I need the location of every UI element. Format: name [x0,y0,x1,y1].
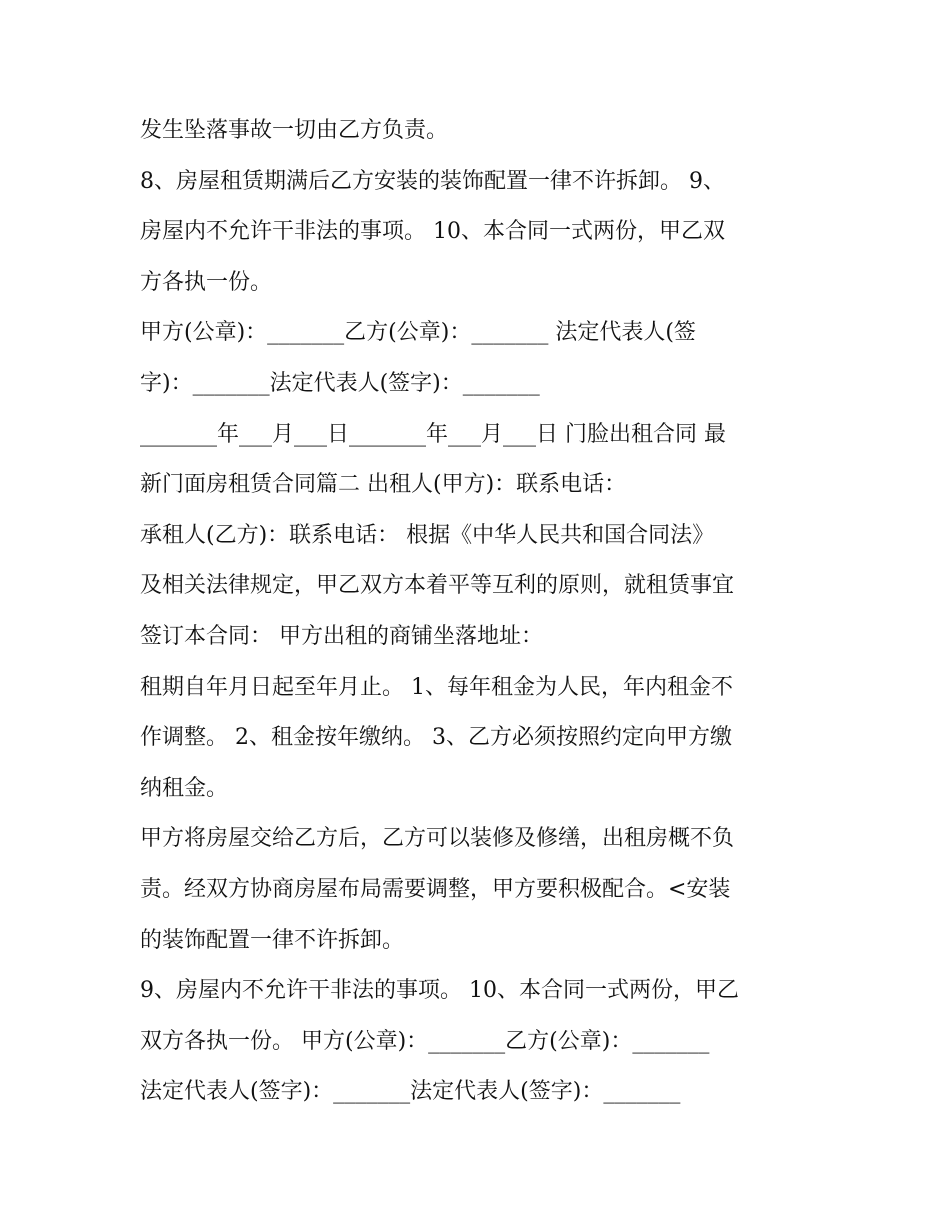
text-line: 方各执一份。 [140,269,273,295]
text-line: 甲方(公章)：_______乙方(公章)：_______ 法定代表人(签 [140,320,696,346]
text-line: 新门面房租赁合同篇二 出租人(甲方)：联系电话： [140,472,627,498]
text-line: 签订本合同： 甲方出租的商铺坐落地址： [140,623,543,649]
text-line: 的装饰配置一律不许拆卸。 [140,927,405,953]
text-line: 作调整。 2、租金按年缴纳。 3、乙方必须按照约定向甲方缴 [140,725,732,751]
text-line: 承租人(乙方)：联系电话： 根据《中华人民共和国合同法》 [140,522,715,548]
text-line: 甲方将房屋交给乙方后，乙方可以装修及修缮，出租房概不负 [140,826,735,852]
text-line: 发生坠落事故一切由乙方负责。 [140,118,449,143]
text-line: 纳租金。 [140,775,229,801]
document-body [140,106,830,1118]
text-line: 法定代表人(签字)：_______法定代表人(签字)：_______ [140,1079,681,1105]
text-line: _______年___月___日_______年___月___日 门脸出租合同 最 [140,421,726,447]
text-line: 8、房屋租赁期满后乙方安装的装饰配置一律不许拆卸。 9、 [140,168,725,194]
text-line: 房屋内不允许干非法的事项。 10、本合同一式两份，甲乙双 [140,219,725,245]
text-line: 9、房屋内不允许干非法的事项。 10、本合同一式两份，甲乙 [140,978,739,1004]
text-line: 租期自年月日起至年月止。 1、每年租金为人民，年内租金不 [140,674,733,700]
text-line: 双方各执一份。 甲方(公章)：_______乙方(公章)：_______ [140,1028,710,1054]
text-line: 字)：_______法定代表人(签字)：_______ [140,370,540,396]
text-line: 责。经双方协商房屋布局需要调整，甲方要积极配合。<安装 [140,876,731,902]
text-line: 及相关法律规定，甲乙双方本着平等互利的原则，就租赁事宜 [140,573,735,599]
